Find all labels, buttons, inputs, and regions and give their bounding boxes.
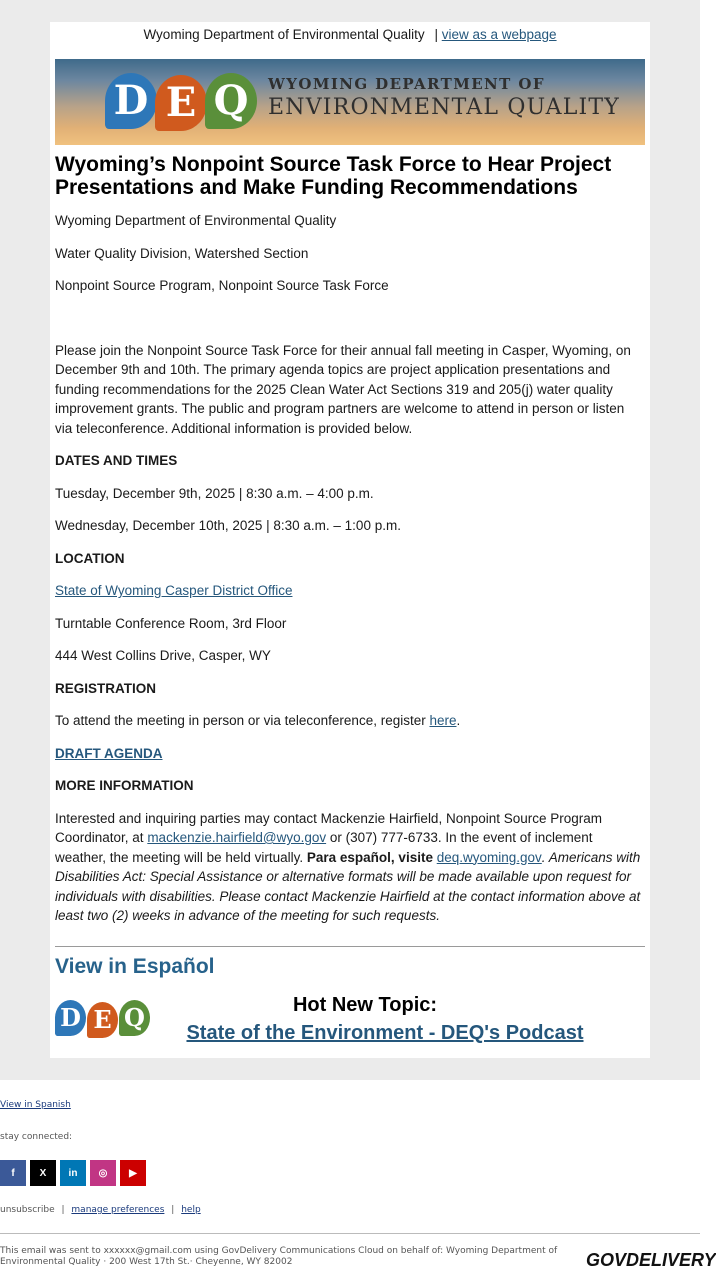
banner-d-letter: D: [105, 73, 157, 129]
banner-line1: WYOMING DEPARTMENT OF: [268, 75, 545, 93]
header-separator: |: [434, 27, 438, 42]
social-links: [0, 1160, 146, 1186]
podcast-promo: [55, 992, 645, 1052]
logo-e-letter: E: [87, 1002, 118, 1038]
address-line: 444 West Collins Drive, Casper, WY: [55, 648, 271, 663]
banner-title: [268, 75, 620, 120]
youtube-icon[interactable]: ▶: [120, 1160, 146, 1186]
banner-e-letter: E: [155, 75, 207, 131]
section-divider: [55, 946, 645, 947]
logo-q-letter: Q: [119, 1000, 150, 1036]
date-2: Wednesday, December 10th, 2025 | 8:30 a.m. – 1:00 p.m.: [55, 518, 401, 533]
footer-divider: [0, 1233, 700, 1234]
footer-separator-2: |: [171, 1205, 175, 1215]
deq-logo-small: [55, 998, 155, 1038]
podcast-link[interactable]: State of the Environment - DEQ's Podcast: [186, 1021, 584, 1044]
footer-separator-1: |: [61, 1205, 65, 1215]
instagram-icon[interactable]: ◎: [90, 1160, 116, 1186]
registration-heading: REGISTRATION: [55, 680, 156, 696]
org-line-1: Wyoming Department of Environmental Quality: [55, 213, 337, 228]
header-bar: [50, 27, 650, 42]
x-icon[interactable]: X: [30, 1160, 56, 1186]
article-title: Wyoming’s Nonpoint Source Task Force to Hear Project Presentations and Make Funding Recommendations: [55, 153, 612, 199]
location-heading: LOCATION: [55, 550, 125, 566]
govdelivery-logo: GOVDELIVERY: [586, 1250, 716, 1270]
podcast-link-row: [160, 1021, 610, 1044]
article-body: [55, 153, 645, 1052]
deq-website-link[interactable]: deq.wyoming.gov: [436, 849, 542, 865]
header-org: Wyoming Department of Environmental Quality: [143, 27, 425, 42]
view-as-webpage-link[interactable]: view as a webpage: [441, 27, 557, 42]
register-here-link[interactable]: here: [429, 713, 457, 728]
more-text-1: Interested and inquiring parties may contact Mackenzie Hairfield, Nonpoint Source Program Coordinator, at: [55, 810, 603, 845]
location-link[interactable]: State of Wyoming Casper District Office: [55, 583, 293, 598]
dates-heading: DATES AND TIMES: [55, 453, 178, 468]
view-in-spanish-link[interactable]: View in Spanish: [0, 1100, 71, 1110]
more-info-paragraph: [55, 809, 645, 926]
linkedin-icon[interactable]: in: [60, 1160, 86, 1186]
intro-paragraph: Please join the Nonpoint Source Task Force for their annual fall meeting in Casper, Wyoming, on December 9th and 10th. The primary agenda topics are project application presentations and funding recommendations for the 2025 Clean Water Act Sections 319 and 205(j) water quality improvement grants. The public and program partners are welcome to attend in person or listen via teleconference. Additional information is provided below.: [55, 342, 631, 436]
more-info-heading: MORE INFORMATION: [55, 778, 194, 793]
registration-paragraph: [55, 711, 645, 731]
unsubscribe-label[interactable]: unsubscribe: [0, 1205, 55, 1215]
stay-connected-label: stay connected:: [0, 1132, 73, 1142]
spanish-bold-text: Para español, visite: [306, 849, 433, 865]
email-link[interactable]: mackenzie.hairfield@wyo.gov: [147, 830, 327, 845]
deq-banner: [55, 59, 645, 145]
room-line: Turntable Conference Room, 3rd Floor: [55, 615, 287, 631]
logo-d-letter: D: [55, 1000, 86, 1036]
email-card: [50, 22, 650, 1058]
banner-q-letter: Q: [205, 73, 257, 129]
footer-links: [0, 1205, 201, 1215]
facebook-icon[interactable]: f: [0, 1160, 26, 1186]
org-line-3: Nonpoint Source Program, Nonpoint Source Task Force: [55, 278, 389, 293]
org-line-2: Water Quality Division, Watershed Section: [55, 245, 309, 261]
help-link[interactable]: help: [181, 1205, 201, 1215]
agenda-row: [55, 744, 645, 764]
more-text-2: or (307) 777-6733. In the event of inclement weather, the meeting will be held virtually.: [55, 830, 593, 865]
draft-agenda-link[interactable]: DRAFT AGENDA: [55, 745, 163, 761]
sent-info-text: This email was sent to xxxxxx@gmail.com using GovDelivery Communications Cloud on behalf of: Wyoming Department of Environmental Quality · 200 West 17th St.· Cheyenne, WY 82002: [0, 1246, 558, 1267]
date-1: Tuesday, December 9th, 2025 | 8:30 a.m. – 4:00 p.m.: [55, 485, 374, 501]
registration-end: .: [456, 713, 461, 728]
view-in-espanol-heading[interactable]: View in Español: [55, 954, 215, 978]
location-link-row: [55, 581, 645, 601]
banner-line2: ENVIRONMENTAL QUALITY: [268, 95, 621, 120]
manage-preferences-link[interactable]: manage preferences: [71, 1205, 165, 1215]
hot-topic-label: Hot New Topic:: [292, 993, 438, 1016]
ada-text: . Americans with Disabilities Act: Special Assistance or alternative formats will be made available upon request for individuals with disabilities. Please contact Mackenzie Hairfield at the contact information above at least two (2) weeks in advance of the meeting for such requests.: [55, 849, 641, 923]
registration-text: To attend the meeting in person or via teleconference, register: [55, 713, 430, 728]
